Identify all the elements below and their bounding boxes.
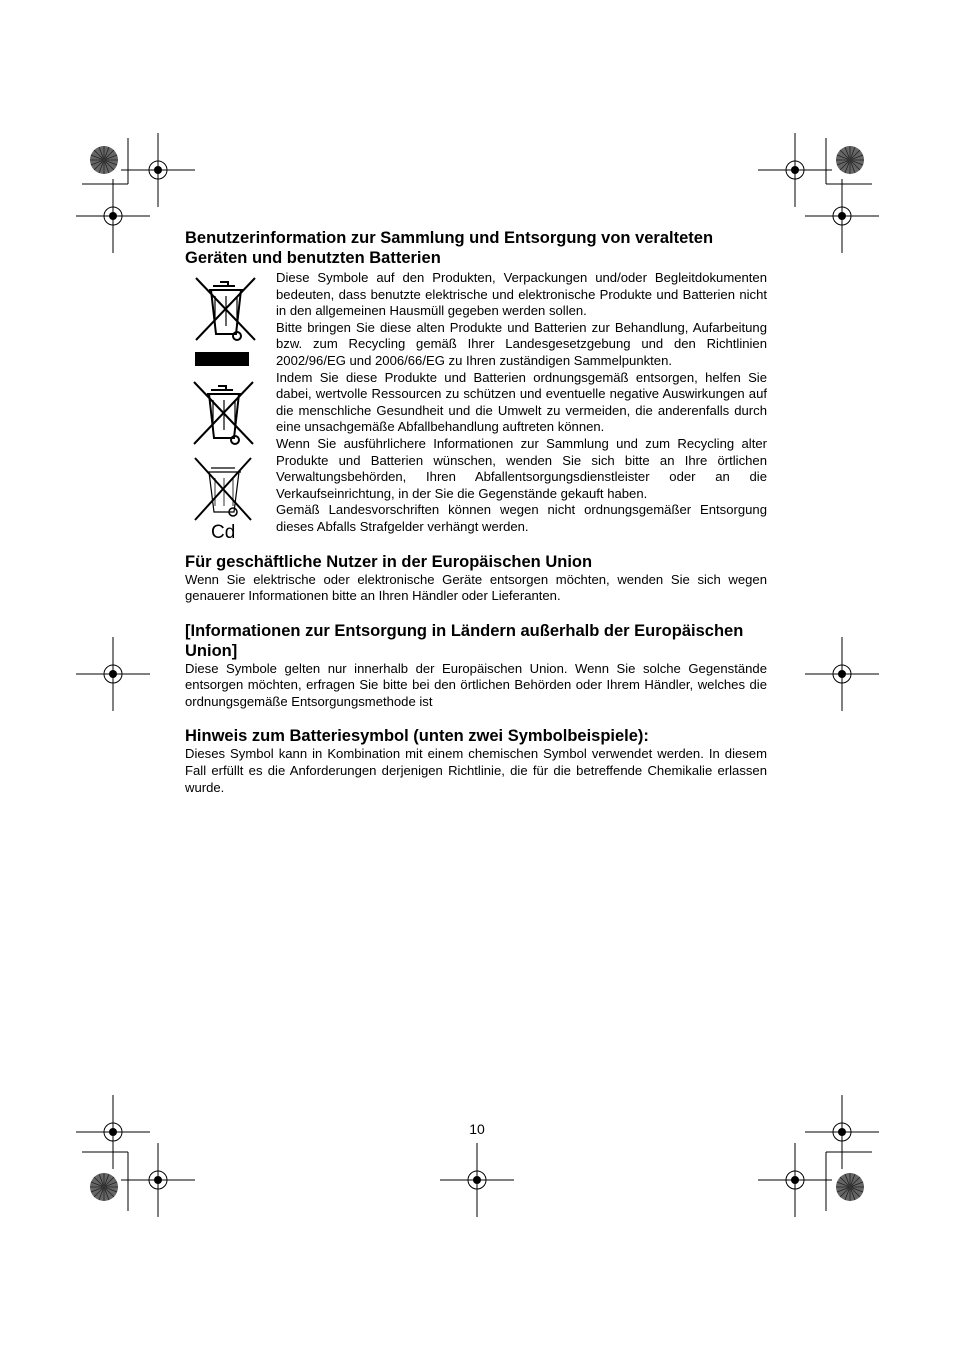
paragraph: Dieses Symbol kann in Kombination mit einem chemischen Symbol verwendet werden. In diesem Fall erfüllt es die Anforderungen derjenigen Richtlinie, die für die betreffende Chemikalie erlassen wurde. bbox=[185, 746, 767, 795]
paragraph: Gemäß Landesvorschriften können wegen nicht ordnungsgemäßer Entsorgung dieses Abfalls Strafgelder verhängt werden. bbox=[276, 502, 767, 534]
page-content bbox=[185, 228, 767, 796]
cadmium-symbol-label: Cd bbox=[211, 522, 236, 543]
paragraph: Wenn Sie ausführlichere Informationen zur Sammlung und zum Recycling alter Produkte und Batterien wünschen, wenden Sie sich bitte an Ihre örtlichen Verwaltungsbehörden, Ihren Abfallentsorgungsdienstleister oder an die Verkaufseinrichtung, in der Sie die Gegenstände gekauft haben. bbox=[276, 435, 767, 501]
section-heading-business: Für geschäftliche Nutzer in der Europäischen Union bbox=[185, 552, 593, 571]
crossed-bin-cd-icon bbox=[193, 456, 255, 522]
battery-symbol-section bbox=[185, 726, 767, 796]
disposal-symbols bbox=[185, 270, 276, 543]
section-heading-disposal: Benutzerinformation zur Sammlung und Entsorgung von veralteten Geräten und benutzten Batterien bbox=[185, 229, 714, 267]
business-users-section bbox=[185, 552, 767, 605]
non-eu-section bbox=[185, 621, 767, 711]
paragraph: Wenn Sie elektrische oder elektronische Geräte entsorgen möchten, wenden Sie sich wegen genauerer Informationen bitte an Ihren Händler oder Lieferanten. bbox=[185, 571, 767, 604]
page-number: 10 bbox=[469, 1121, 485, 1137]
crossed-bin-with-bar-icon bbox=[193, 274, 259, 366]
paragraph: Bitte bringen Sie diese alten Produkte und Batterien zur Behandlung, Aufarbeitung bzw. zum Recycling gemäß Ihrer Landesgesetzgebung und den Richtlinien 2002/96/EG und 2006/66/EG zu Ihren zuständigen Sammelpunkten. bbox=[276, 319, 767, 368]
section-heading-battery-symbol: Hinweis zum Batteriesymbol (unten zwei Symbolbeispiele): bbox=[185, 727, 649, 746]
paragraph: Diese Symbole gelten nur innerhalb der Europäischen Union. Wenn Sie solche Gegenstände entsorgen möchten, erfragen Sie bitte bei den örtlichen Behörden oder Ihrem Händler, welches die ordnungsgemäße Entsorgungsmethode ist bbox=[185, 660, 767, 709]
crossed-bin-icon bbox=[191, 378, 257, 448]
paragraph: Indem Sie diese Produkte und Batterien ordnungsgemäß entsorgen, helfen Sie dabei, wertvolle Ressourcen zu schützen und eventuelle negative Auswirkungen auf die menschliche Gesundheit und die Umwelt zu vermeiden, die anderenfalls durch eine unsachgemäße Abfallbehandlung auftreten können. bbox=[276, 369, 767, 435]
section-heading-non-eu: [Informationen zur Entsorgung in Ländern außerhalb der Europäischen Union] bbox=[185, 621, 744, 660]
paragraph: Diese Symbole auf den Produkten, Verpackungen und/oder Begleitdokumenten bedeuten, dass benutzte elektrische und elektronische Produkte und Batterien nicht in den allgemeinen Hausmüll gegeben werden sollen. bbox=[276, 270, 767, 319]
disposal-text bbox=[276, 270, 767, 536]
disposal-block bbox=[185, 270, 767, 543]
